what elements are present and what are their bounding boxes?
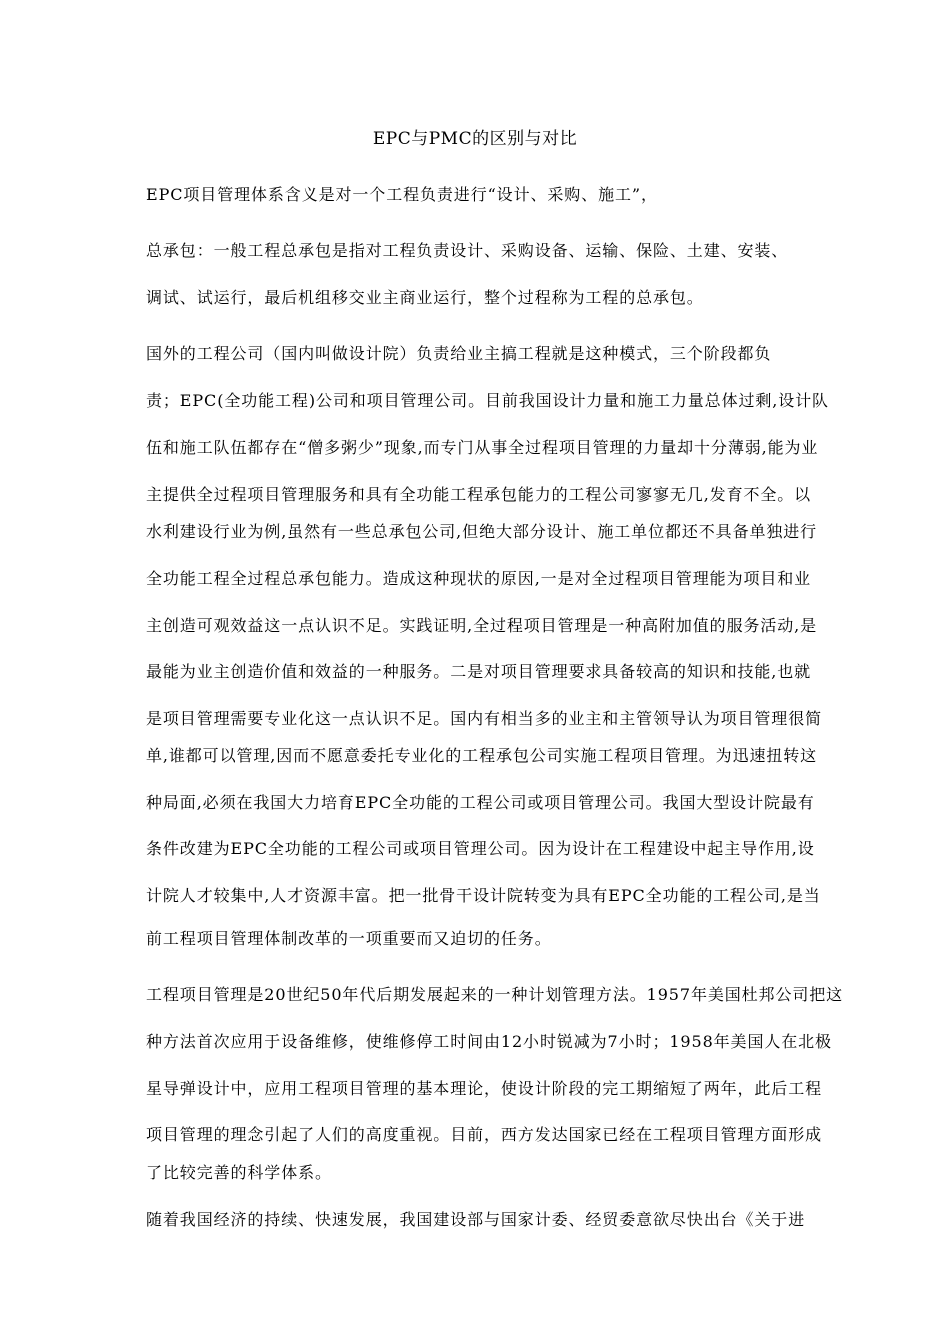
- text-line: 项目管理的理念引起了人们的高度重视。目前，西方发达国家已经在工程项目管理方面形成: [146, 1125, 823, 1144]
- text-line: 主创造可观效益这一点认识不足。实践证明,全过程项目管理是一种高附加值的服务活动,是: [146, 616, 818, 635]
- text-line: 前工程项目管理体制改革的一项重要而又迫切的任务。: [146, 929, 552, 948]
- text-line: EPC项目管理体系含义是对一个工程负责进行“设计、采购、施工”，: [146, 185, 658, 204]
- page-title: EPC与PMC的区别与对比: [372, 129, 578, 149]
- text-line: 随着我国经济的持续、快速发展，我国建设部与国家计委、经贸委意欲尽快出台《关于进: [146, 1210, 806, 1229]
- text-line: 总承包：一般工程总承包是指对工程负责设计、采购设备、运输、保险、土建、安装、: [146, 241, 789, 260]
- text-line: 水利建设行业为例,虽然有一些总承包公司,但绝大部分设计、施工单位都还不具备单独进行: [146, 522, 818, 541]
- text-line: 最能为业主创造价值和效益的一种服务。二是对项目管理要求具备较高的知识和技能,也就: [146, 662, 812, 681]
- text-line: 种局面,必须在我国大力培育EPC全功能的工程公司或项目管理公司。我国大型设计院最有: [146, 793, 815, 812]
- text-line: 种方法首次应用于设备维修，使维修停工时间由12小时锐减为7小时；1958年美国人在北极: [146, 1032, 832, 1051]
- text-line: 是项目管理需要专业化这一点认识不足。国内有相当多的业主和主管领导认为项目管理很简: [146, 709, 823, 728]
- text-line: 伍和施工队伍都存在“僧多粥少”现象,而专门从事全过程项目管理的力量却十分薄弱,能为业: [146, 438, 819, 457]
- text-line: 主提供全过程项目管理服务和具有全功能工程承包能力的工程公司寥寥无几,发育不全。以: [146, 485, 812, 504]
- text-line: 计院人才较集中,人才资源丰富。把一批骨干设计院转变为具有EPC全功能的工程公司,是当: [146, 886, 821, 905]
- text-line: 了比较完善的科学体系。: [146, 1163, 332, 1182]
- text-line: 条件改建为EPC全功能的工程公司或项目管理公司。因为设计在工程建设中起主导作用,设: [146, 839, 815, 858]
- text-line: 调试、试运行，最后机组移交业主商业运行，整个过程称为工程的总承包。: [146, 288, 704, 307]
- text-line: 国外的工程公司（国内叫做设计院）负责给业主搞工程就是这种模式，三个阶段都负: [146, 344, 772, 363]
- text-line: 工程项目管理是20世纪50年代后期发展起来的一种计划管理方法。1957年美国杜邦公司把这: [146, 985, 844, 1004]
- text-line: 单,谁都可以管理,因而不愿意委托专业化的工程承包公司实施工程项目管理。为迅速扭转这: [146, 746, 818, 765]
- text-line: 星导弹设计中，应用工程项目管理的基本理论，使设计阶段的完工期缩短了两年，此后工程: [146, 1079, 823, 1098]
- text-line: 全功能工程全过程总承包能力。造成这种现状的原因,一是对全过程项目管理能为项目和业: [146, 569, 812, 588]
- text-line: 责；EPC(全功能工程)公司和项目管理公司。目前我国设计力量和施工力量总体过剩,设计队: [146, 391, 829, 410]
